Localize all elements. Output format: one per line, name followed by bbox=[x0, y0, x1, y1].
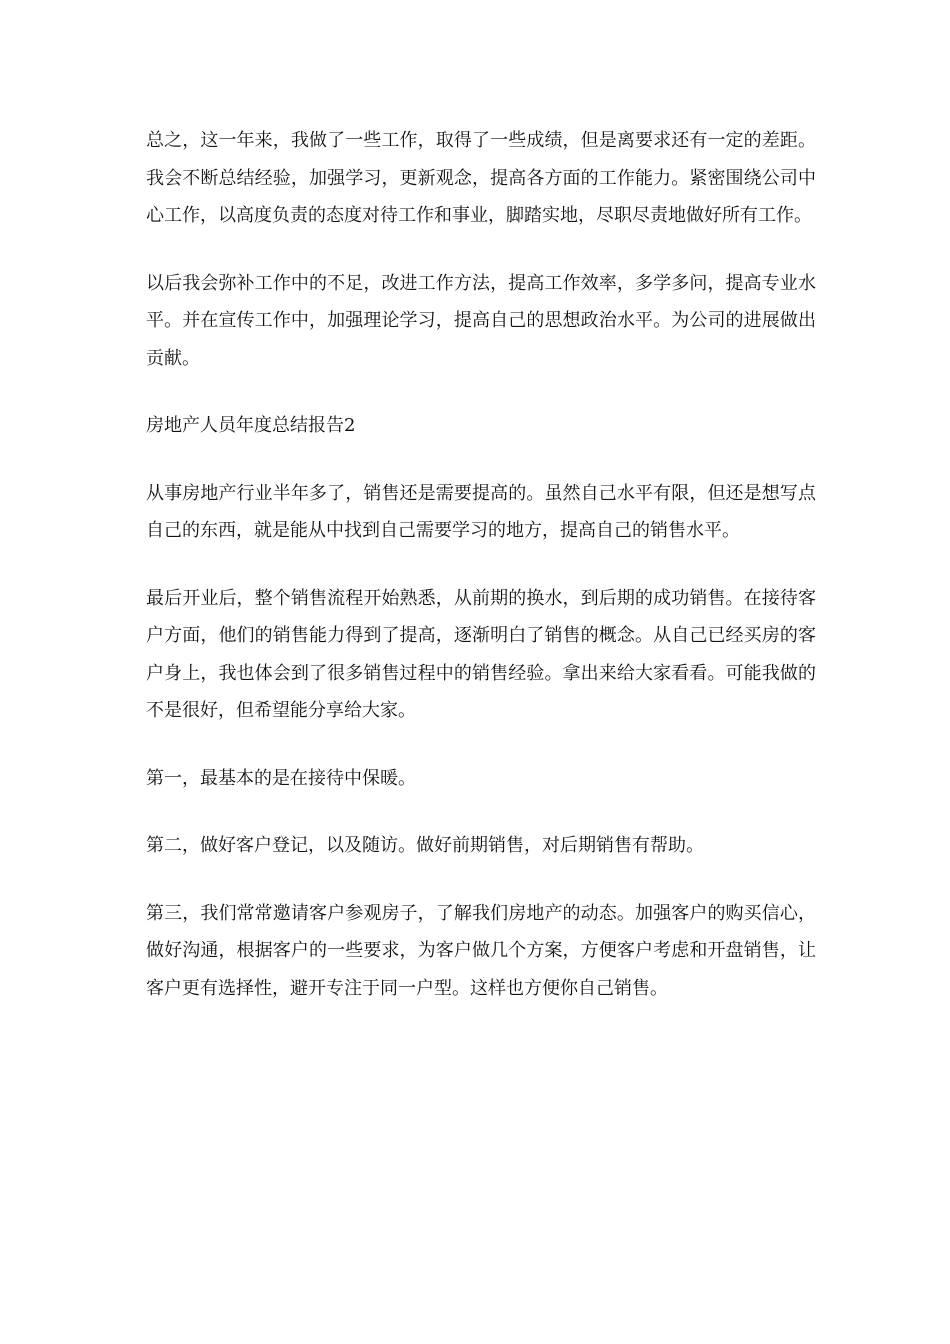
document-body bbox=[146, 122, 816, 1037]
paragraph-summary: 总之，这一年来，我做了一些工作，取得了一些成绩，但是离要求还有一定的差距。我会不断总结经验，加强学习，更新观念，提高各方面的工作能力。紧密围绕公司中心工作，以高度负责的态度对待工作和事业，脚踏实地，尽职尽责地做好所有工作。 bbox=[146, 130, 816, 226]
paragraph-intro: 从事房地产行业半年多了，销售还是需要提高的。虽然自己水平有限，但还是想写点自己的东西，就是能从中找到自己需要学习的地方，提高自己的销售水平。 bbox=[146, 482, 816, 541]
paragraph-point-one: 第一，最基本的是在接待中保暖。 bbox=[146, 767, 416, 789]
paragraph-point-three: 第三，我们常常邀请客户参观房子，了解我们房地产的动态。加强客户的购买信心，做好沟通，根据客户的一些要求，为客户做几个方案，方便客户考虑和开盘销售，让客户更有选择性，避开专注于同一户型。这样也方便你自己销售。 bbox=[146, 902, 816, 999]
paragraph-point-two: 第二，做好客户登记，以及随访。做好前期销售，对后期销售有帮助。 bbox=[146, 835, 704, 856]
paragraph-improvement: 以后我会弥补工作中的不足，改进工作方法，提高工作效率，多学多问，提高专业水平。并在宣传工作中，加强理论学习，提高自己的思想政治水平。为公司的进展做出贡献。 bbox=[146, 272, 816, 369]
paragraph-experience: 最后开业后，整个销售流程开始熟悉，从前期的换水，到后期的成功销售。在接待客户方面，他们的销售能力得到了提高，逐渐明白了销售的概念。从自己已经买房的客户身上，我也体会到了很多销售过程中的销售经验。拿出来给大家看看。可能我做的不是很好，但希望能分享给大家。 bbox=[146, 587, 816, 721]
section-heading: 房地产人员年度总结报告2 bbox=[146, 415, 356, 436]
